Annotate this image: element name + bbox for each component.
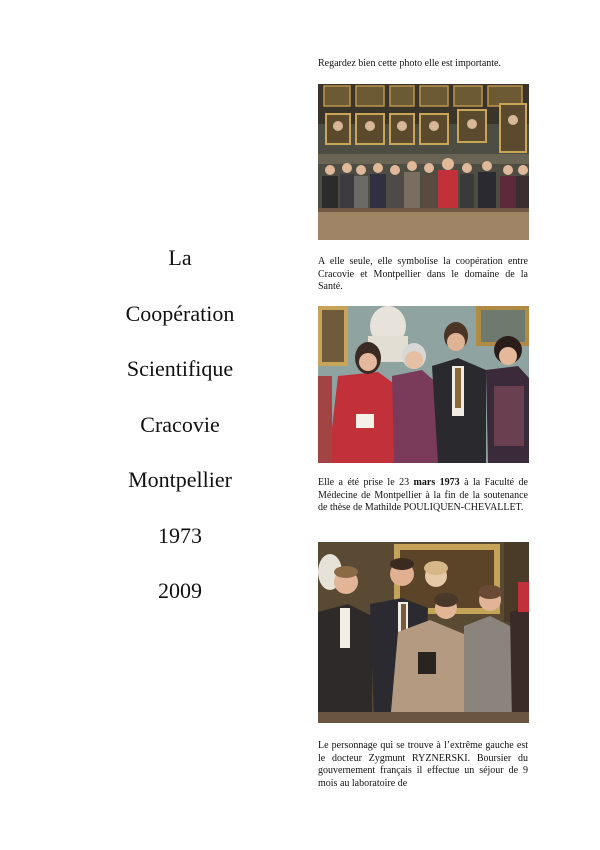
photo-ryznerski-group <box>318 542 529 723</box>
intro-caption: Regardez bien cette photo elle est importante. <box>318 58 501 69</box>
paragraph-text: Elle a été prise le 23 <box>318 477 414 488</box>
paragraph-symbolism: A elle seule, elle symbolise la coopération entre Cracovie et Montpellier dans le domaine de la Santé. <box>318 256 528 292</box>
document-title <box>100 246 260 635</box>
title-line: Coopération <box>125 300 235 326</box>
title-line: Scientifique <box>126 356 234 381</box>
title-line: 2009 <box>158 578 202 603</box>
title-line: La <box>168 245 192 270</box>
photo-group-closeup <box>318 306 529 463</box>
title-line: Montpellier <box>128 467 232 492</box>
photo-group-portrait-hall <box>318 84 529 240</box>
highlight-date: mars 1973 <box>413 477 460 488</box>
paragraph-date-place <box>318 477 528 515</box>
title-line: Cracovie <box>140 411 220 437</box>
title-line: 1973 <box>158 522 202 548</box>
paragraph-text: à la Faculté de Médecine de Montpellier à la fin de la soutenance de thèse de Mathilde POULIQUEN-CHEVALLET. <box>318 477 528 513</box>
paragraph-ryznerski: Le personnage qui se trouve à l’extrême gauche est le docteur Zygmunt RYZNERSKI. Boursier du gouvernement français il effectue un séjour de 9 mois au laboratoire de <box>318 740 528 789</box>
